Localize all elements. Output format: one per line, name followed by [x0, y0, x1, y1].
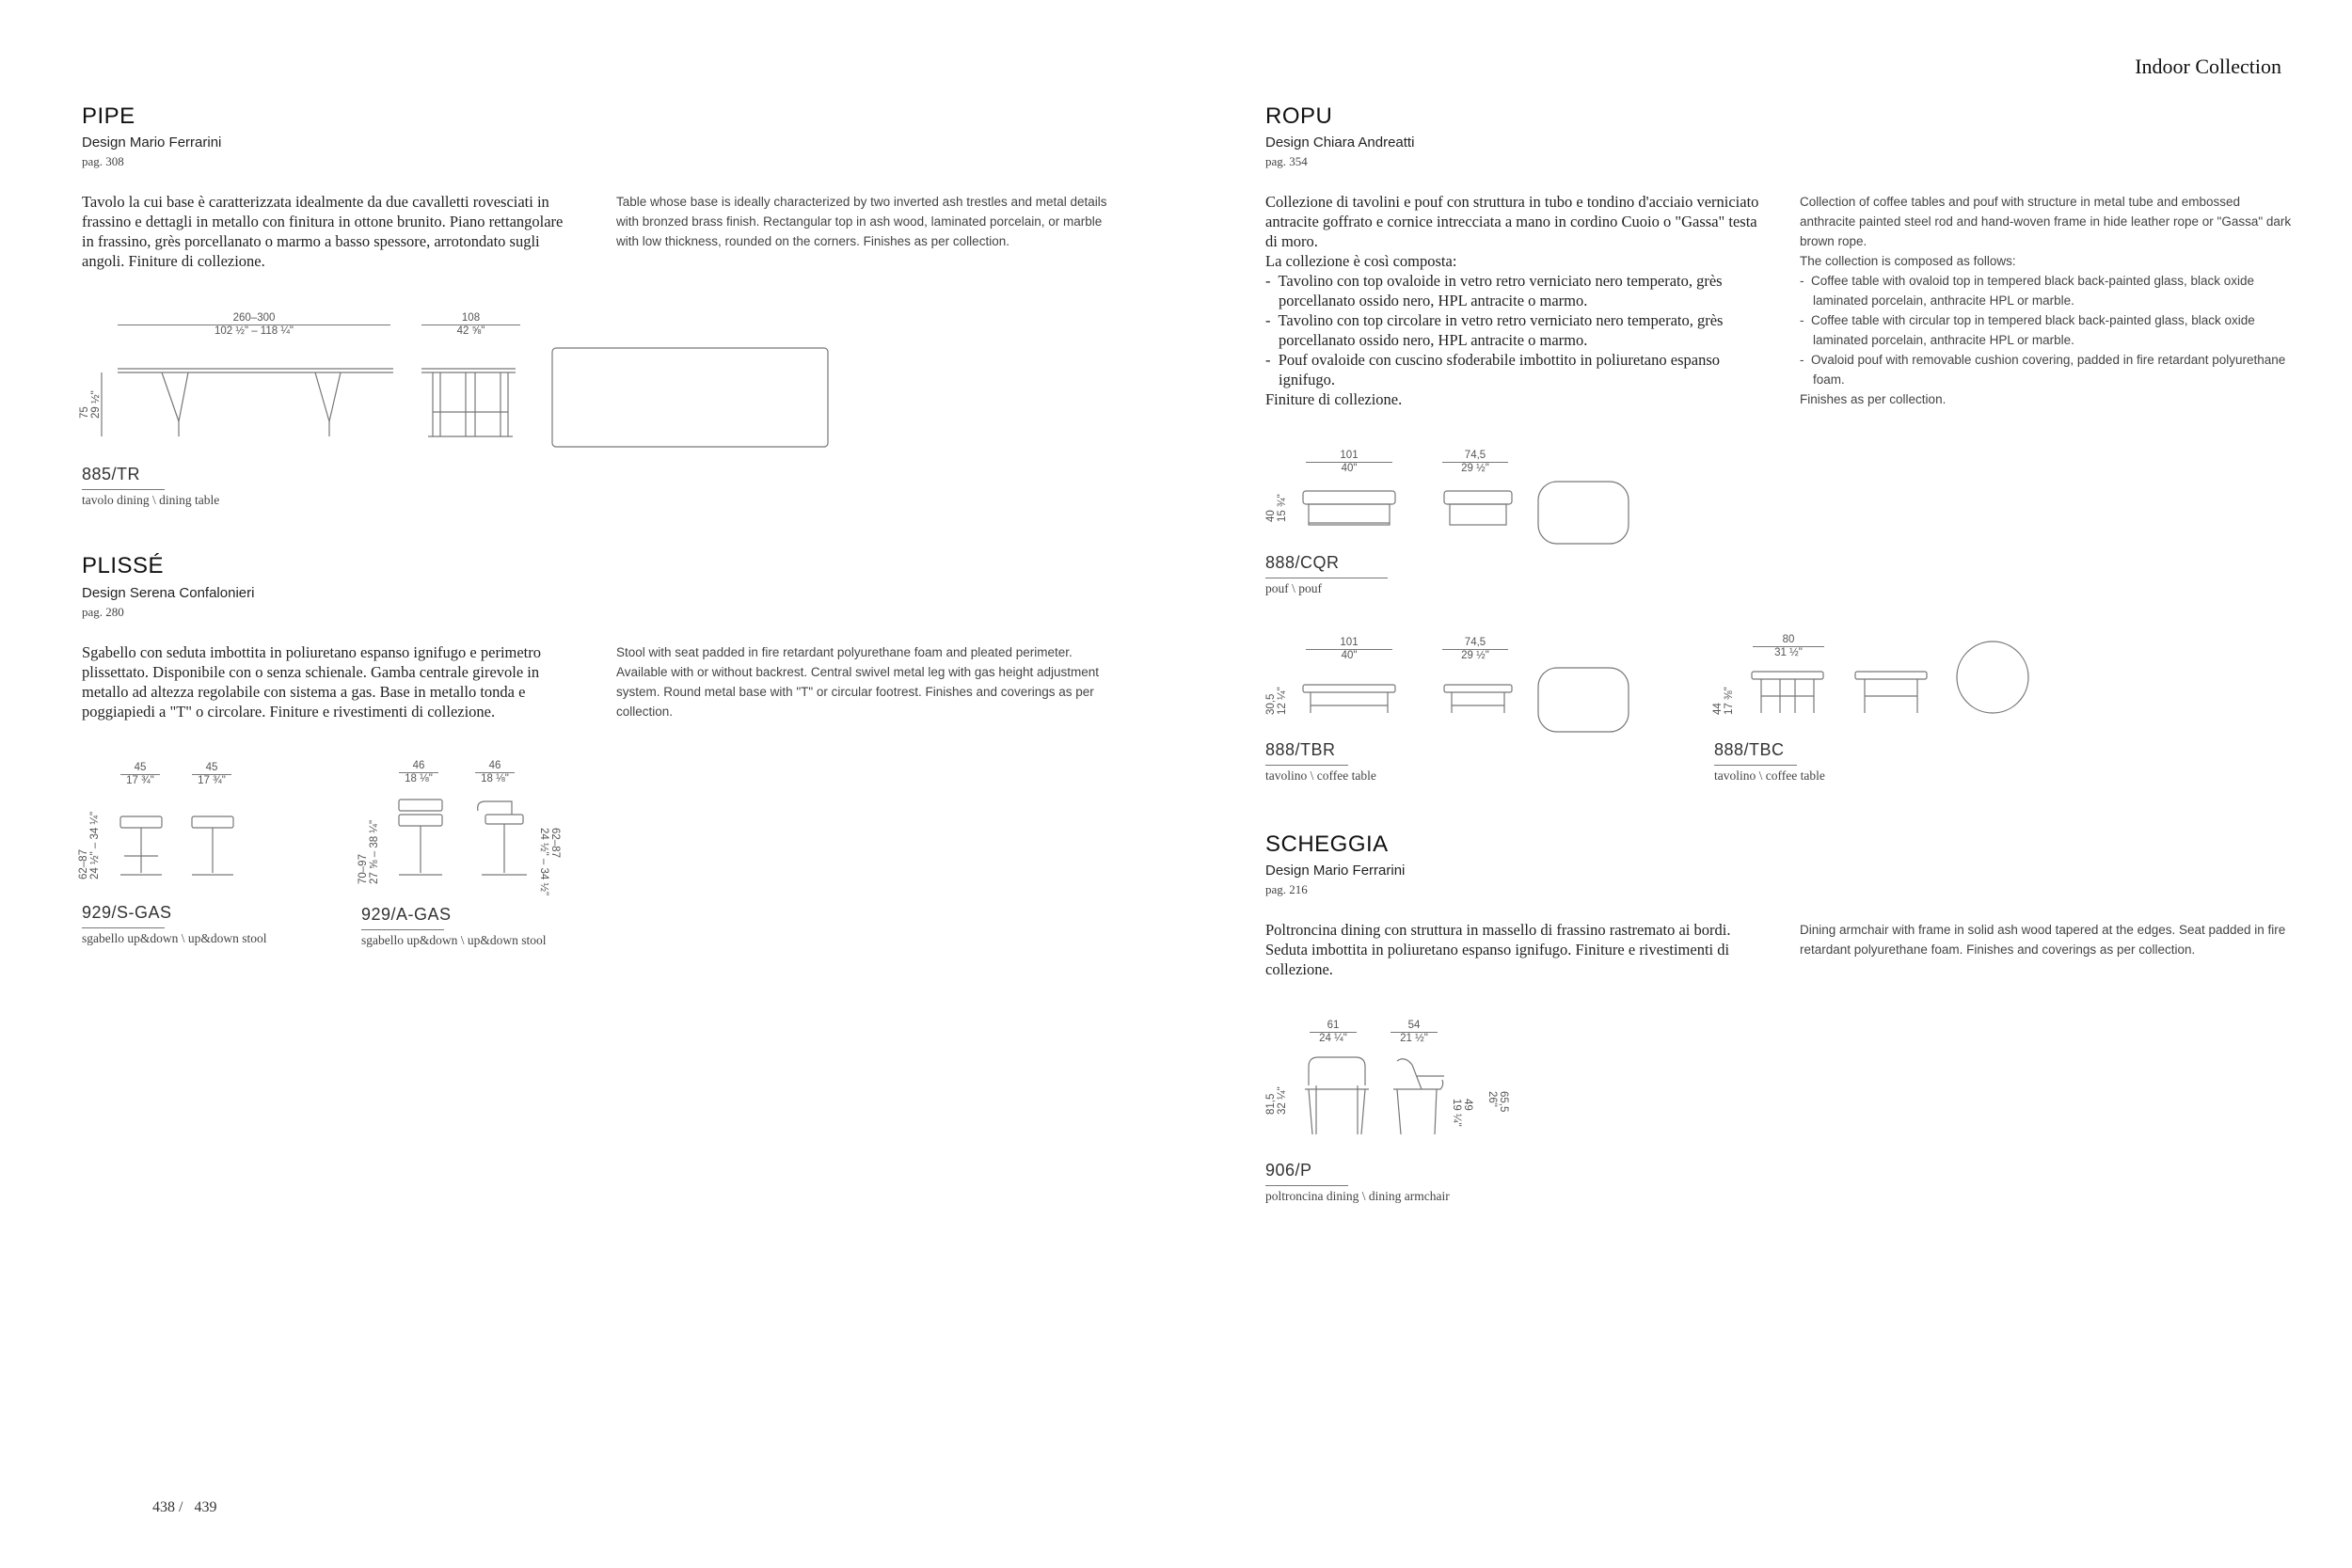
code-underline — [1265, 765, 1348, 766]
description-en-pipe: Table whose base is ideally characterized by two inverted ash trestles and metal details with bronzed brass finish. Rectangular top in ash wood, laminated porcelain, or marble with low thickness, rounded on the corners. Finishes as per collection. — [616, 195, 1107, 248]
product-subtitle-888-tbr: tavolino \ coffee table — [1265, 768, 1376, 783]
tbc-dim-width: 80 31 ½" — [1753, 634, 1824, 659]
collection-title: Indoor Collection — [2135, 55, 2281, 78]
description-en-ropu: Collection of coffee tables and pouf with structure in metal tube and embossed anthracite painted steel rod and hand-woven frame in hide leather rope or "Gassa" dark brown rope. The collection is composed as follows: - Coffee table with ovaloid top in tempered black back-painted glass, black oxide laminated porcelain, anthracite HPL or marble. - Coffee table with circular top in tempered black back-painted glass, black oxide laminated porcelain, anthracite HPL or marble. - Ovaloid pouf with removable cushion covering, padded in fire retardant polyurethane foam. Finishes as per collection. — [1800, 195, 2292, 406]
scheggia-dim-seat: 49 19 ¼" — [1451, 1099, 1473, 1127]
description-it-pipe: Tavolo la cui base è caratterizzata idealmente da due cavalletti rovesciati in frassino e dettagli in metallo con finitura in ottone brunito. Piano rettangolare in frassino, grès porcellanato o marmo a basso spessore, arrotondato sugli angoli. Finiture di collezione. — [82, 193, 564, 270]
product-subtitle-906-p: poltroncina dining \ dining armchair — [1265, 1189, 1450, 1203]
page-ref-plisse: pag. 280 — [82, 605, 124, 619]
designer-ropu: Design Chiara Andreatti — [1265, 135, 1415, 150]
product-code-929-s-gas: 929/S-GAS — [82, 903, 172, 922]
code-underline — [1265, 1185, 1348, 1186]
scheggia-dim-arm: 65,5 26" — [1486, 1091, 1509, 1113]
s-gas-dim-w2: 45 17 ¾" — [192, 762, 231, 787]
a-gas-dim-height: 70–97 27 ⅝ – 38 ¼" — [358, 819, 380, 884]
s-gas-stool-drawing — [113, 809, 245, 879]
product-subtitle-929-s-gas: sgabello up&down \ up&down stool — [82, 931, 267, 945]
product-title-plisse: PLISSÉ — [82, 553, 165, 578]
page-ref-pipe: pag. 308 — [82, 154, 124, 168]
scheggia-dim-height: 81,5 32 ¼" — [1265, 1086, 1288, 1115]
tbc-coffee-table-drawing — [1750, 668, 2051, 724]
product-code-888-tbr: 888/TBR — [1265, 740, 1336, 759]
page-ref-ropu: pag. 354 — [1265, 154, 1308, 168]
cqr-pouf-drawing — [1303, 489, 1642, 536]
designer-pipe: Design Mario Ferrarini — [82, 135, 222, 150]
a-gas-stool-drawing — [395, 790, 564, 879]
pipe-table-drawing — [94, 357, 828, 451]
pipe-dim-depth: 108 42 ⅝" — [421, 312, 520, 338]
scheggia-dim-depth: 54 21 ½" — [1391, 1020, 1438, 1045]
product-subtitle-885-tr: tavolo dining \ dining table — [82, 493, 220, 507]
a-gas-dim-height-2: 62–87 24 ½" – 34 ½" — [538, 828, 561, 896]
product-subtitle-929-a-gas: sgabello up&down \ up&down stool — [361, 933, 547, 947]
scheggia-armchair-drawing — [1303, 1052, 1472, 1141]
page-ref-scheggia: pag. 216 — [1265, 882, 1308, 896]
s-gas-dim-height: 62–87 24 ½" – 34 ¼" — [78, 811, 101, 879]
product-subtitle-888-tbc: tavolino \ coffee table — [1714, 768, 1825, 783]
page-numbers: 438 / 439 — [152, 1499, 217, 1515]
description-en-scheggia: Dining armchair with frame in solid ash wood tapered at the edges. Seat padded in fire retardant polyurethane foam. Finishes and coverings as per collection. — [1800, 923, 2286, 957]
tbr-dim-height: 30,5 12 ¼" — [1265, 687, 1288, 715]
description-en-plisse: Stool with seat padded in fire retardant polyurethane foam and pleated perimeter. Available with or without backrest. Central swivel metal leg with gas height adjustment system. Round metal base with "T" or circular footrest. Finishes and coverings as per collection. — [616, 645, 1099, 719]
cqr-dim-depth: 74,5 29 ½" — [1442, 450, 1508, 475]
code-underline — [361, 929, 444, 930]
tbr-dim-depth: 74,5 29 ½" — [1442, 637, 1508, 662]
tbr-dim-width: 101 40" — [1306, 637, 1392, 662]
code-underline — [82, 927, 165, 928]
product-title-ropu: ROPU — [1265, 103, 1333, 129]
pipe-dim-width: 260–300 102 ½" – 118 ¼" — [118, 312, 390, 338]
tbr-coffee-table-drawing — [1303, 677, 1642, 724]
s-gas-dim-w1: 45 17 ¾" — [120, 762, 160, 787]
description-it-plisse: Sgabello con seduta imbottita in poliuretano espanso ignifugo e perimetro plissettato. Disponibile con o senza schienale. Gamba centrale girevole in metallo ad altezza regolabile con sistema a gas. Base in metallo tonda e poggiapiedi a "T" o circolare. Finiture e rivestimenti di collezione. — [82, 643, 542, 721]
cqr-dim-width: 101 40" — [1306, 450, 1392, 475]
pipe-dim-height: 75 29 ½" — [79, 390, 102, 419]
designer-plisse: Design Serena Confalonieri — [82, 585, 255, 601]
product-code-888-tbc: 888/TBC — [1714, 740, 1785, 759]
description-it-ropu: Collezione di tavolini e pouf con struttura in tubo e tondino d'acciaio verniciato antracite goffrato e cornice intrecciata a mano in cordino Cuoio o "Gassa" testa di moro. La collezione è così composta: - Tavolino con top ovaloide in vetro retro verniciato nero temperato, grès porcellanato ossido nero, HPL antracite o marmo. - Tavolino con top circolare in vetro retro verniciato nero temperato, grès porcellanato ossido nero, HPL antracite o marmo. - Pouf ovaloide con cuscino sfoderabile imbottito in poliuretano espanso ignifugo. Finiture di collezione. — [1265, 193, 1759, 408]
product-code-929-a-gas: 929/A-GAS — [361, 905, 452, 924]
tbc-dim-height: 44 17 ⅜" — [1712, 687, 1735, 715]
a-gas-dim-w1: 46 18 ⅛" — [399, 760, 438, 785]
scheggia-dim-width: 61 24 ¼" — [1310, 1020, 1357, 1045]
product-title-scheggia: SCHEGGIA — [1265, 832, 1389, 857]
code-underline — [82, 489, 165, 490]
product-code-888-cqr: 888/CQR — [1265, 553, 1340, 572]
product-subtitle-888-cqr: pouf \ pouf — [1265, 581, 1322, 595]
cqr-dim-height: 40 15 ¾" — [1265, 494, 1288, 522]
product-code-885-tr: 885/TR — [82, 465, 141, 483]
product-code-906-p: 906/P — [1265, 1161, 1312, 1180]
a-gas-dim-w2: 46 18 ⅛" — [475, 760, 515, 785]
description-it-scheggia: Poltroncina dining con struttura in massello di frassino rastremato ai bordi. Seduta imbottita in poliuretano espanso ignifugo. Finiture e rivestimenti di collezione. — [1265, 921, 1731, 978]
designer-scheggia: Design Mario Ferrarini — [1265, 863, 1406, 879]
product-title-pipe: PIPE — [82, 103, 135, 129]
code-underline — [1714, 765, 1797, 766]
